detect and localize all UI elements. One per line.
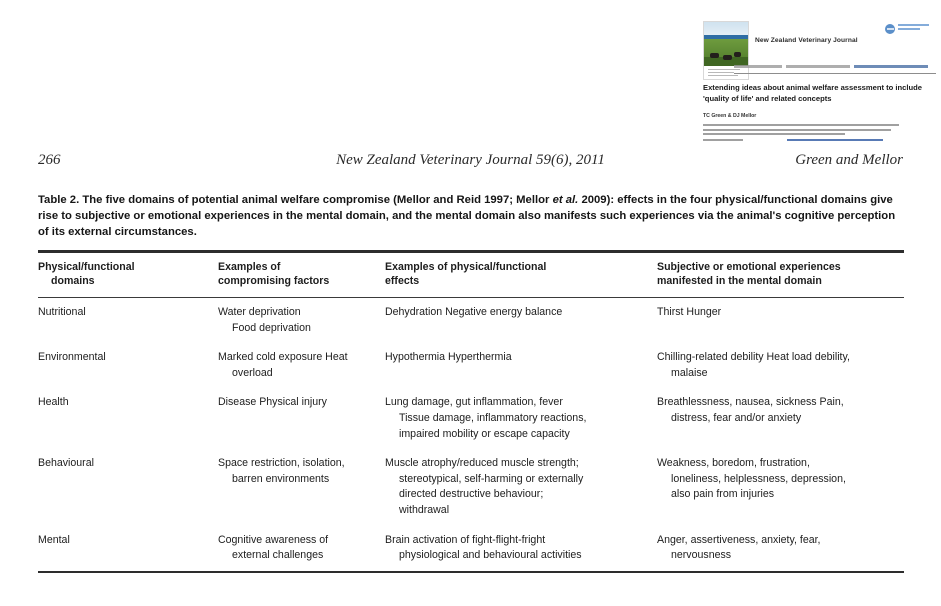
caption-italic: et al. [552, 194, 579, 206]
table-row [38, 388, 904, 449]
cell-experiences: Chilling-related debility Heat load debility, malaise [657, 351, 850, 379]
cell-factors: Space restriction, isolation, barren environments [218, 457, 345, 485]
column-header-mental-domain-experiences: Subjective or emotional experiences manifested in the mental domain [657, 260, 841, 287]
article-title: Extending ideas about animal welfare assessment to include 'quality of life' and related concepts [703, 83, 923, 103]
running-head [38, 152, 903, 172]
journal-name: New Zealand Veterinary Journal [755, 37, 858, 44]
cell-factors: Disease Physical injury [218, 396, 327, 409]
citation-line [703, 124, 899, 126]
table-bottom-rule [38, 571, 904, 574]
cell-experiences: Thirst Hunger [657, 306, 722, 319]
cell-experiences: Anger, assertiveness, anxiety, fear, nervousness [657, 533, 821, 562]
cell-effects: Muscle atrophy/reduced muscle strength; stereotypical, self-harming or externally directed destructive behaviour; withdrawal [385, 457, 584, 517]
cow-shape [710, 53, 719, 58]
cow-shape [723, 55, 732, 60]
table-header-row [38, 253, 904, 297]
cell-domain: Behavioural [38, 457, 94, 470]
cell-domain: Mental [38, 533, 70, 546]
citation-block [703, 124, 913, 144]
cell-domain: Environmental [38, 351, 106, 364]
cell-domain: Health [38, 396, 69, 409]
page-number: 266 [38, 152, 61, 168]
citation-line [703, 133, 845, 135]
article-authors: TC Green & DJ Mellor [703, 113, 757, 119]
journal-citation: New Zealand Veterinary Journal 59(6), 2011 [336, 152, 605, 168]
link-label-line [703, 139, 743, 141]
table-2-five-domains [38, 250, 904, 573]
caption-text-2: 2009): effects in the four physical/functional domains give rise to subjective or emotional experiences in the mental domain, and the mental domain also manifests such experiences via the animal's cognitive perception of its external circumstances. [38, 194, 896, 239]
table-row [38, 343, 904, 388]
table-row [38, 298, 904, 343]
journal-banner [701, 18, 939, 146]
cell-effects: Hypothermia Hyperthermia [385, 351, 512, 364]
article-link-row[interactable] [703, 139, 913, 144]
column-header-physical-functional-effects: Examples of physical/functional effects [385, 260, 547, 287]
article-doi-link[interactable] [787, 139, 883, 141]
caption-label: Table 2. [38, 194, 80, 206]
column-header-compromising-factors: Examples of compromising factors [218, 260, 330, 287]
column-header-physical-functional-domains: Physical/functional domains [38, 260, 135, 287]
running-head-authors: Green and Mellor [795, 152, 903, 168]
five-domains-table-body [38, 298, 904, 571]
cell-factors: Water deprivation Food deprivation [218, 306, 311, 334]
cell-effects: Brain activation of fight-flight-fright physiological and behavioural activities [385, 533, 582, 562]
banner-divider [734, 73, 936, 74]
cell-domain: Nutritional [38, 306, 86, 319]
publisher-wordmark [898, 24, 929, 32]
globe-icon [885, 24, 895, 34]
table-row [38, 449, 904, 525]
cell-effects: Lung damage, gut inflammation, fever Tissue damage, inflammatory reactions, impaired mobility or escape capacity [385, 396, 587, 440]
cell-factors: Marked cold exposure Heat overload [218, 351, 348, 379]
five-domains-table [38, 253, 904, 297]
issn-homepage-line [734, 65, 936, 69]
table-caption [38, 192, 904, 241]
caption-text-1: The five domains of potential animal welfare compromise (Mellor and Reid 1997; Mellor [79, 194, 553, 206]
cow-shape [734, 52, 741, 57]
journal-cover-thumbnail-icon [703, 21, 749, 80]
citation-line [703, 129, 891, 131]
banner-masthead [701, 18, 939, 76]
cell-experiences: Breathlessness, nausea, sickness Pain, distress, fear and/or anxiety [657, 396, 844, 425]
taylor-and-francis-logo-icon [885, 23, 937, 36]
cell-factors: Cognitive awareness of external challenges [218, 533, 329, 562]
cell-effects: Dehydration Negative energy balance [385, 306, 563, 319]
cell-experiences: Weakness, boredom, frustration, loneliness, helplessness, depression, also pain from injuries [657, 457, 846, 501]
table-row [38, 526, 904, 571]
